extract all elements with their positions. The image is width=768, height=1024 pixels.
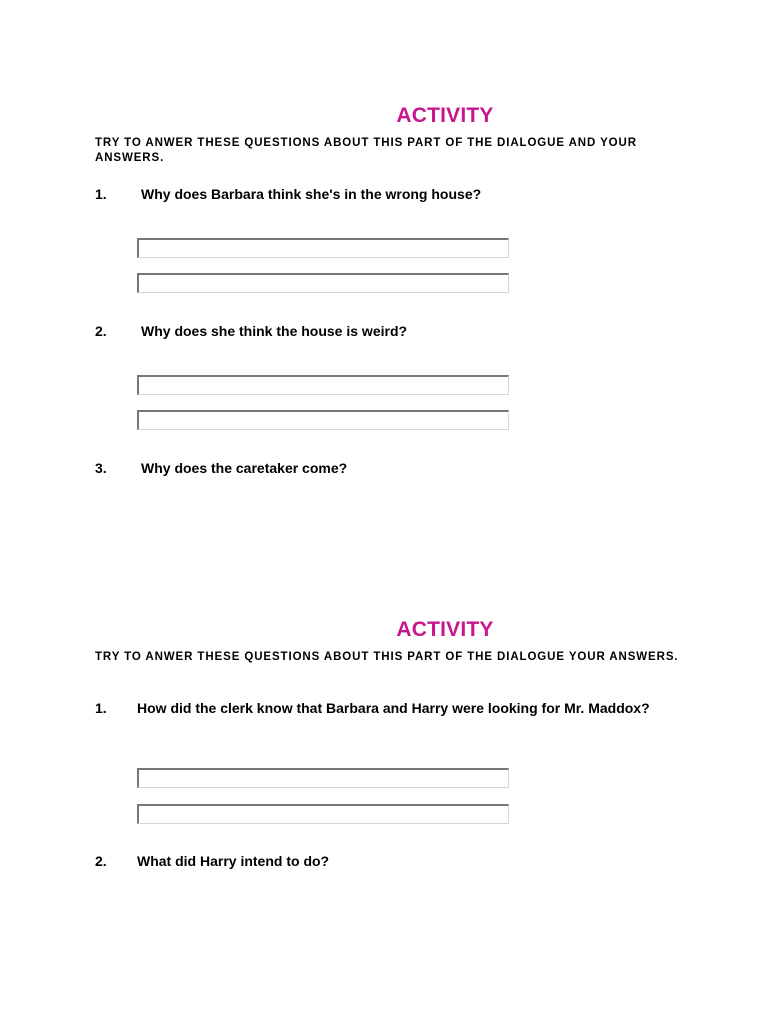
question-1-3-text: Why does the caretaker come? (141, 460, 348, 476)
question-1-2-number: 2. (95, 323, 107, 339)
answer-2-1-line-1[interactable] (137, 768, 509, 788)
question-2-2-text: What did Harry intend to do? (137, 853, 330, 869)
question-1-2-text: Why does she think the house is weird? (141, 323, 408, 339)
instructions-2: TRY TO ANWER THESE QUESTIONS ABOUT THIS PART OF THE DIALOGUE YOUR ANSWERS. (95, 651, 679, 663)
activity-heading-2: ACTIVITY (396, 618, 494, 641)
answer-2-1-line-2[interactable] (137, 804, 509, 824)
instructions-1: TRY TO ANWER THESE QUESTIONS ABOUT THIS PART OF THE DIALOGUE AND YOUR ANSWERS. (95, 137, 637, 164)
answer-1-1-line-2[interactable] (137, 273, 509, 293)
question-1-3-number: 3. (95, 460, 107, 476)
question-2-2-number: 2. (95, 853, 107, 869)
question-2-1-text: How did the clerk know that Barbara and Harry were looking for Mr. Maddox? (137, 700, 650, 716)
answer-1-1-line-1[interactable] (137, 238, 509, 258)
answer-1-2-line-1[interactable] (137, 375, 509, 395)
question-1-1-text: Why does Barbara think she's in the wrong house? (141, 186, 482, 202)
answer-1-2-line-2[interactable] (137, 410, 509, 430)
question-1-1-number: 1. (95, 186, 107, 202)
activity-heading-1: ACTIVITY (396, 104, 494, 127)
question-2-1-number: 1. (95, 700, 107, 716)
